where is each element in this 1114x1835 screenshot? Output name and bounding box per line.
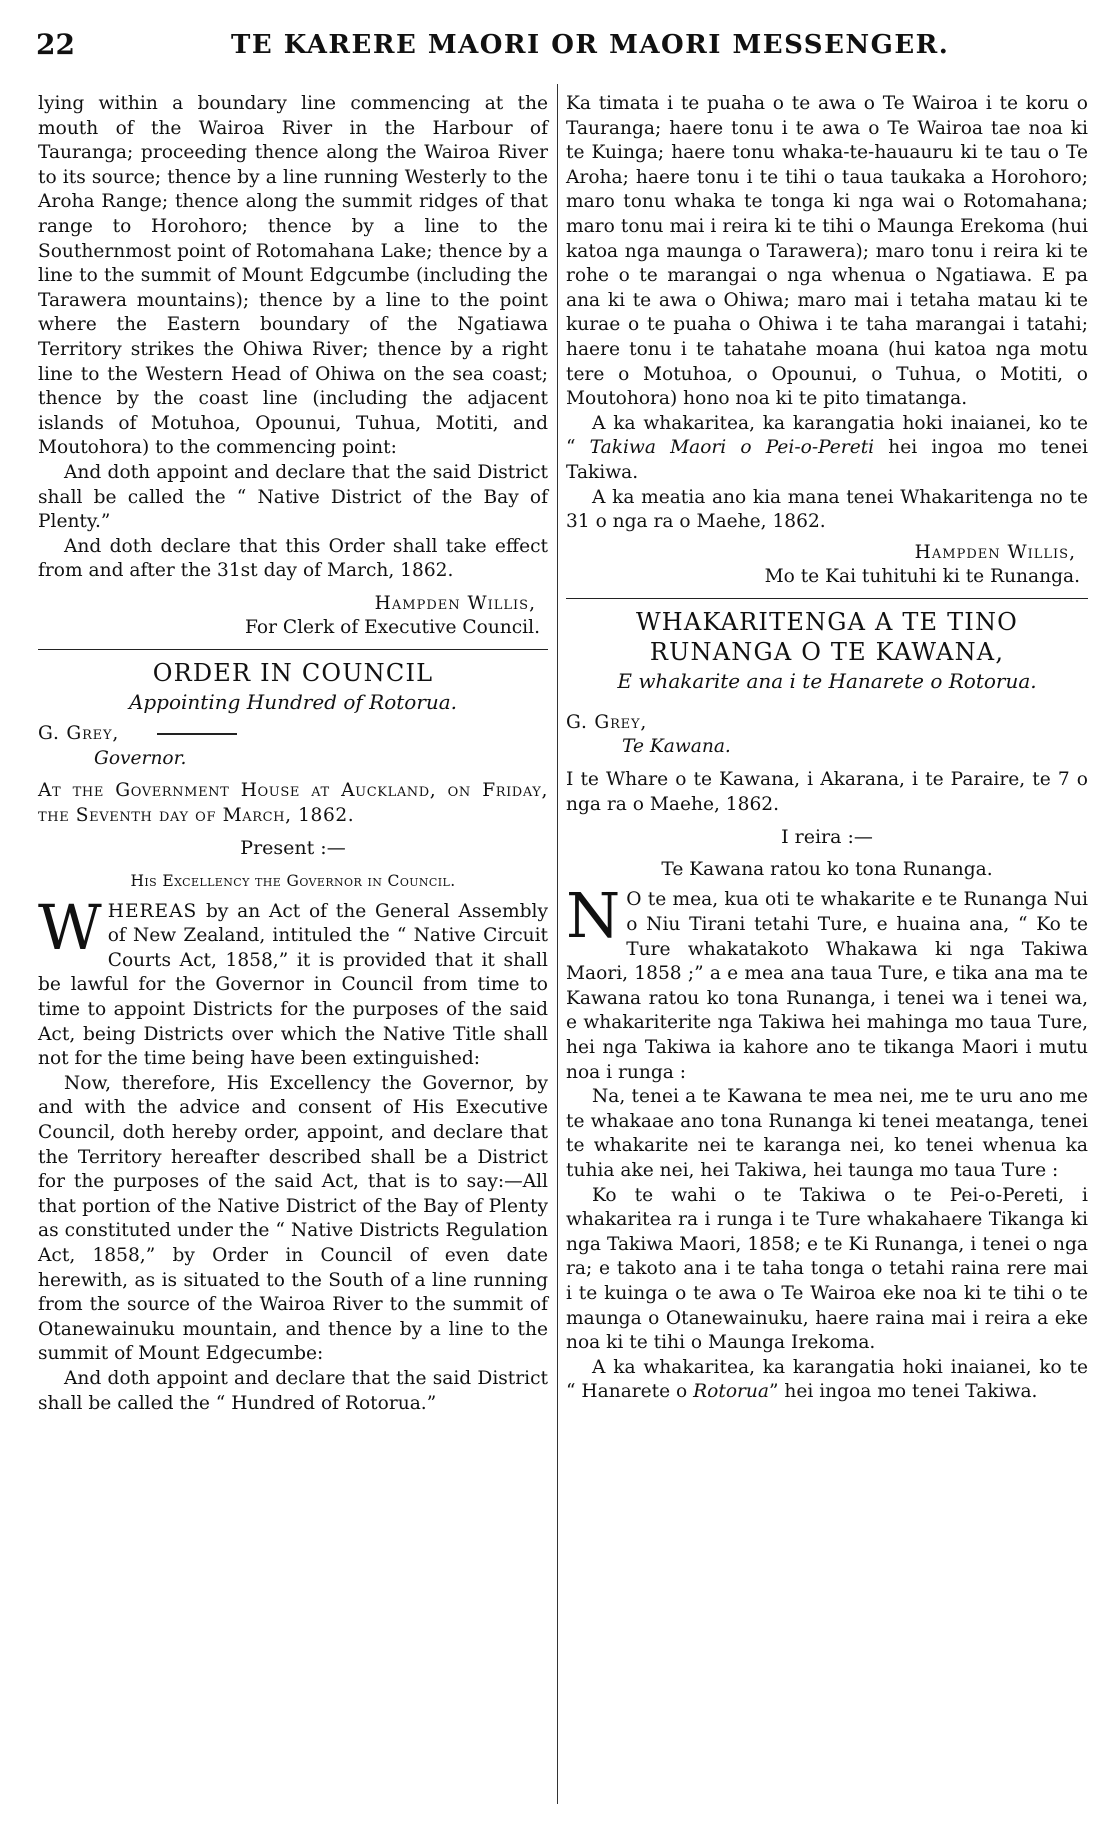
page-header	[36, 24, 1090, 66]
hanarete-paragraph: A ka whakaritea, ka karangatia hoki inaianei, ko te “ Hanarete o Rotorua” hei ingoa mo tenei Takiwa.	[566, 1356, 1088, 1403]
order-heading: ORDER IN COUNCIL	[152, 659, 434, 688]
column-divider	[557, 84, 558, 1804]
kawana-title: Te Kawana.	[622, 736, 731, 758]
section-rule	[38, 649, 548, 650]
drop-cap: W	[38, 890, 102, 964]
kawana-line	[566, 711, 1088, 736]
signature-name-maori: Hampden Willis,	[914, 541, 1076, 563]
whereas-paragraph: WHEREAS by an Act of the General Assembly of New Zealand, intituled the “ Native Circuit Courts Act, 1858,” it is provided that it shall be lawful for the Governor in Council from time to time to appoint Districts for the purposes of the said Act, being Districts over which the Native Title shall not for the time being have been extinguished:	[38, 890, 548, 1070]
english-column	[38, 92, 548, 1416]
whakaritenga-subheading: E whakarite ana i te Hanarete o Rotorua.	[617, 668, 1037, 693]
reira-label: I reira :—	[781, 826, 873, 849]
now-therefore-paragraph: Now, therefore, His Excellency the Governor, by and with the advice and consent of His Executive Council, doth hereby order, appoint, and declare that the Territory hereafter described shall be a District for the purposes of the said Act, that is to say:—All that portion of the Native District of the Bay of Plenty as constituted under the “ Native Districts Regulation Act, 1858,” by Order in Council of even date herewith, as is situated to the South of a line running from the source of the Wairoa River to the summit of Otanewainuku mountain, and thence by a line to the summit of Mount Edgecumbe:	[38, 1072, 548, 1365]
newspaper-title: TE KARERE MAORI OR MAORI MESSENGER.	[231, 30, 950, 60]
no-te-mea-paragraph: N O te mea, kua oti te whakarite e te Runanga Nui o Niu Tirani tetahi Ture, e huaina ana, “ Ko te Ture whakatakoto Whakawa ki nga Takiwa Maori, 1858 ;” a e mea ana taua Ture, e tika ana ma te Kawana ratou ko tona Runanga, i tenei wa i tenei wa, e whakariterite nga Takiwa hei mahinga mo taua Ture, hei nga Takiwa ia kahore ano te tikanga Maori i mutu noa i runga :	[566, 879, 1088, 1083]
order-subheading: Appointing Hundred of Rotorua.	[128, 690, 458, 715]
boundary-paragraph: lying within a boundary line commencing at the mouth of the Wairoa River in the Harbour of Tauranga; proceeding thence along the Wairoa River to its source; thence by a line running Westerly to the Aroha Range; thence along the summit ridges of that range to Horohoro; thence by a line to the Southernmost point of Rotomahana Lake; thence by a line to the summit of Mount Edgcumbe (including the Tarawera mountains); thence by a line to the point where the Eastern boundary of the Ngatiawa Territory strikes the Ohiwa River; thence by a right line to the Western Head of Ohiwa on the sea coast; thence by the coast line (including the adjacent islands of Motuhoa, Opounui, Tuhua, Motiti, and Moutohora) to the commencing point:	[38, 93, 548, 459]
whakaritenga-heading: WHAKARITENGA A TE TINO RUNANGA O TE KAWANA,	[635, 607, 1019, 666]
signature-name: Hampden Willis,	[374, 592, 536, 614]
present-label: Present :—	[240, 837, 346, 860]
signature-title: For Clerk of Executive Council.	[245, 617, 540, 639]
rohe-paragraph: Ka timata i te puaha o te awa o Te Wairoa i te koru o Tauranga; haere tonu i te awa o Te Wairoa tae noa ki te Kuinga; haere tonu whaka-te-hauauru ki te tau o Te Aroha; haere tonu i te tihi o taua taukaka a Horohoro; maro tonu whaka te tonga ki nga wai o Rotomahana; maro tonu mai i reira ki te tihi o Maunga Erekoma (hui katoa nga maunga o Tarawera); maro tonu i reira ki te rohe o te marangai o nga whenua o Ngatiawa. E pa ana ki te awa o Ohiwa; maro mai i tetaha matau ki te kurae o te puaha o Ohiwa i te taha marangai i tatahi; haere tonu i te tahatahe moana (hui katoa nga motu tere o Motuhoa, o Opounui, o Tuhua, o Motiti, o Moutohora) hono noa ki te pito timatanga.	[566, 93, 1088, 410]
council-members: His Excellency the Governor in Council.	[130, 872, 456, 891]
governor-title: Governor.	[94, 747, 187, 769]
appoint-paragraph: And doth appoint and declare that the said District shall be called the “ Native District of the Bay of Plenty.”	[38, 461, 548, 533]
na-tenei-paragraph: Na, tenei a te Kawana te mea nei, me te uru ano me te whakaae ano tona Runanga ki tenei meatanga, tenei te whakarite nei te karanga nei, ko tenei whenua ka tuhia ake nei, hei Takiwa, hei taunga mo taua Ture :	[566, 1086, 1088, 1181]
section-rule-maori	[566, 598, 1088, 599]
signature-title-maori: Mo te Kai tuhituhi ki te Runanga.	[764, 566, 1080, 588]
mana-paragraph: A ka meatia ano kia mana tenei Whakaritenga no te 31 o nga ra o Maehe, 1862.	[566, 486, 1088, 533]
governor-line	[38, 722, 548, 747]
effect-paragraph: And doth declare that this Order shall take effect from and after the 31st day of March, 1862.	[38, 535, 548, 582]
signature-dash	[157, 733, 237, 735]
whare-place: I te Whare o te Kawana, i Akarana, i te Paraire, te 7 o nga ra o Maehe, 1862.	[566, 769, 1088, 815]
kawana-name: G. Grey,	[566, 711, 648, 733]
drop-cap-maori: N	[566, 879, 621, 953]
maori-column	[566, 92, 1088, 1405]
karangatia-paragraph: A ka whakaritea, ka karangatia hoki inaianei, ko te “ Takiwa Maori o Pei-o-Pereti hei ingoa mo tenei Takiwa.	[566, 412, 1089, 483]
ko-te-wahi-paragraph: Ko te wahi o te Takiwa o te Pei-o-Pereti, i whakaritea ra i runga i te Ture whakahaere Tikanga ki nga Takiwa Maori, 1858; e te Ki Runanga, i tenei o nga ra; e takoto ana i te taha tonga o tetahi raina rere mai i te kuinga o te awa o Te Wairoa eke noa ki te tihi o te maunga o Otanewainuku, haere raina mai i reira a eke noa ki te tihi o Maunga Irekoma.	[566, 1184, 1088, 1354]
meeting-place: At the Government House at Auckland, on Friday, the Seventh day of March, 1862.	[38, 780, 548, 826]
governor-name: G. Grey,	[38, 723, 120, 745]
runanga-members: Te Kawana ratou ko tona Runanga.	[661, 858, 993, 880]
final-appoint-paragraph: And doth appoint and declare that the said District shall be called the “ Hundred of Rotorua.”	[38, 1367, 548, 1414]
page-number: 22	[36, 28, 75, 61]
